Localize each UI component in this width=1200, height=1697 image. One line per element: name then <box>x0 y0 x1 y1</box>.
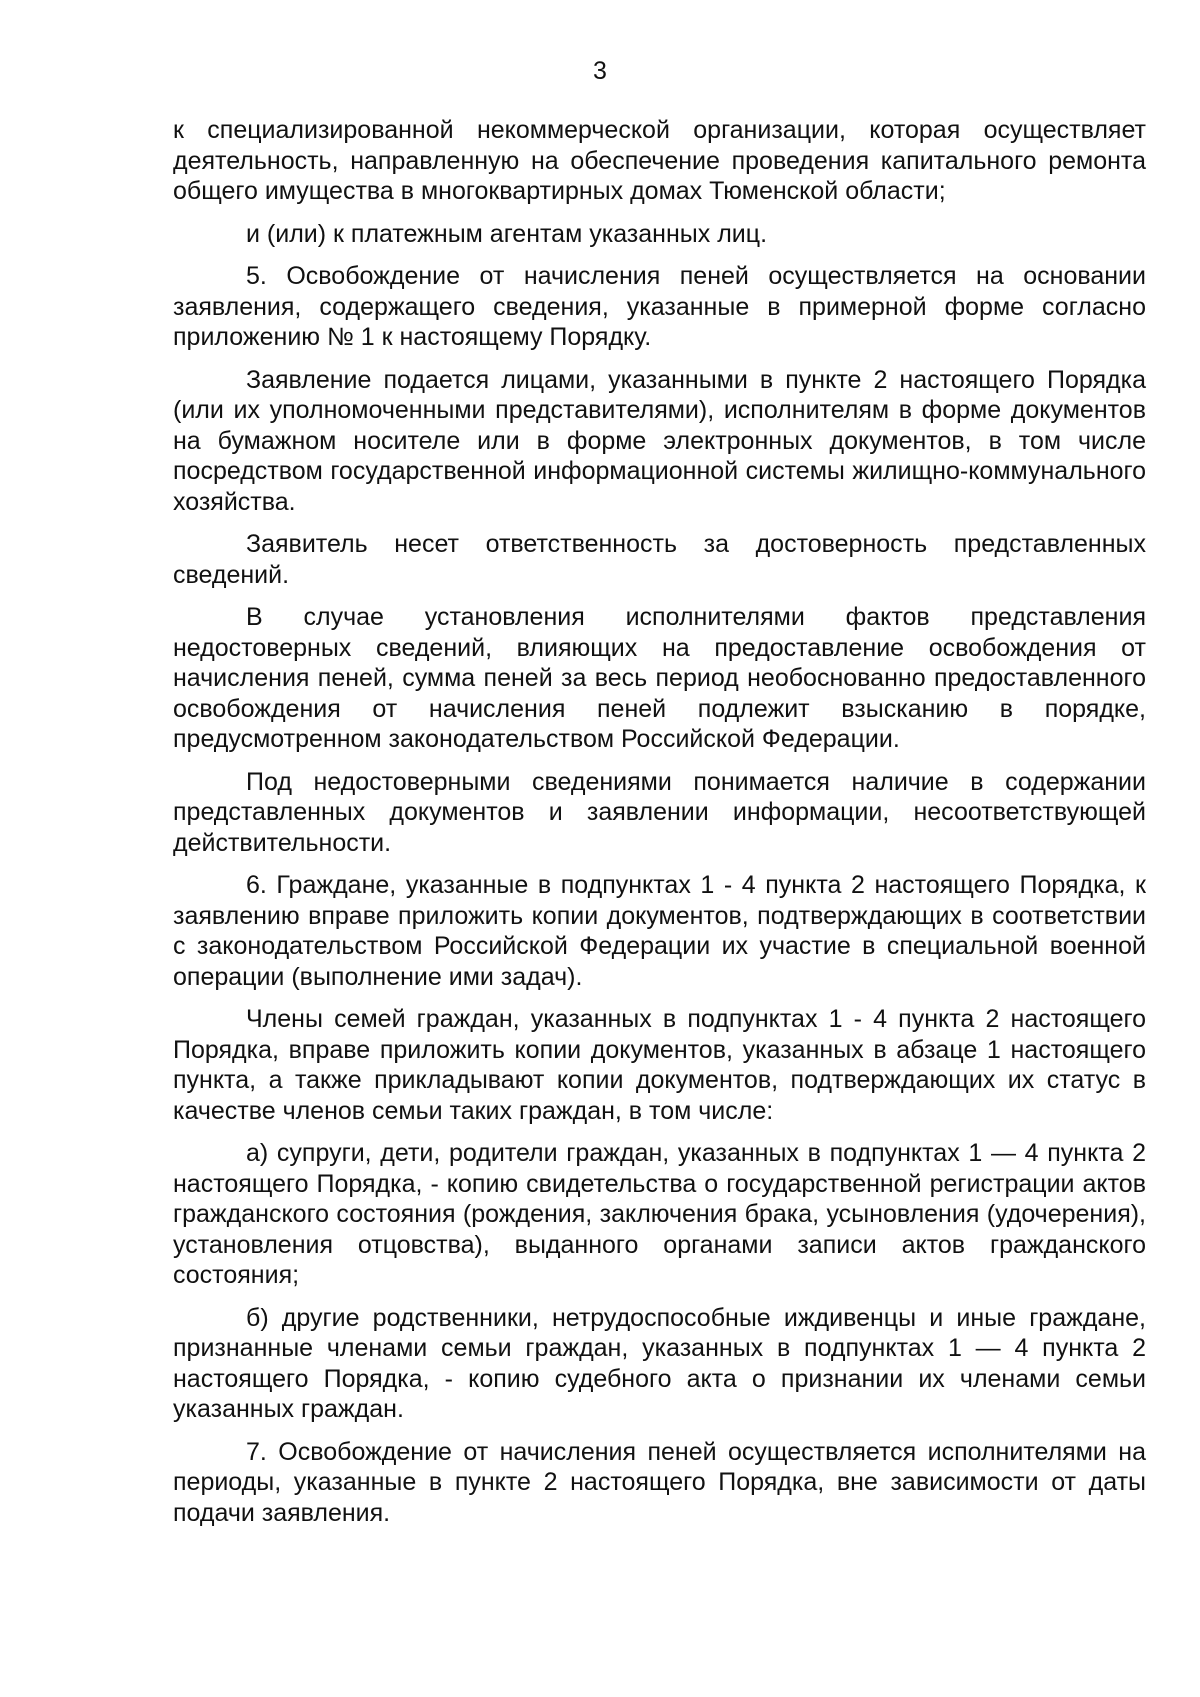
paragraph-clause-5: 5. Освобождение от начисления пеней осуществляется на основании заявления, содержащего сведения, указанные в примерной форме согласно приложению № 1 к настоящему Порядку. <box>173 262 1146 351</box>
paragraph: и (или) к платежным агентам указанных лиц. <box>246 219 768 248</box>
paragraph-clause-6: 6. Граждане, указанные в подпунктах 1 - 4 пункта 2 настоящего Порядка, к заявлению вправе приложить копии документов, подтверждающих в соответствии с законодательством Российской Федерации их участие в специальной военной операции (выполнение ими задач). <box>173 871 1146 991</box>
paragraph-subitem-b: б) другие родственники, нетрудоспособные иждивенцы и иные граждане, признанные членами семьи граждан, указанных в подпунктах 1 — 4 пункта 2 настоящего Порядка, - копию судебного акта о признании их членами семьи указанных граждан. <box>173 1303 1146 1423</box>
document-body <box>173 115 1146 1540</box>
page-number: 3 <box>593 57 607 85</box>
paragraph: В случае установления исполнителями фактов представления недостоверных сведений, влияющих на предоставление освобождения от начисления пеней, сумма пеней за весь период необоснованно предоставленного освобождения от начисления пеней подлежит взысканию в порядке, предусмотренном законодательством Российской Федерации. <box>173 603 1146 753</box>
paragraph-continuation: к специализированной некоммерческой организации, которая осуществляет деятельность, направленную на обеспечение проведения капитального ремонта общего имущества в многоквартирных домах Тюменской области; <box>173 116 1146 205</box>
paragraph: Под недостоверными сведениями понимается наличие в содержании представленных документов и заявлении информации, несоответствующей действительности. <box>173 767 1146 857</box>
paragraph-subitem-a: а) супруги, дети, родители граждан, указанных в подпунктах 1 — 4 пункта 2 настоящего Порядка, - копию свидетельства о государственной регистрации актов гражданского состояния (рождения, заключения брака, усыновления (удочерения), установления отцовства), выданного органами записи актов гражданского состояния; <box>173 1139 1146 1289</box>
paragraph: Заявление подается лицами, указанными в пункте 2 настоящего Порядка (или их уполномоченными представителями), исполнителям в форме документов на бумажном носителе или в форме электронных документов, в том числе посредством государственной информационной системы жилищно-коммунального хозяйства. <box>173 365 1146 516</box>
paragraph-clause-7: 7. Освобождение от начисления пеней осуществляется исполнителями на периоды, указанные в пункте 2 настоящего Порядка, вне зависимости от даты подачи заявления. <box>173 1437 1146 1527</box>
paragraph: Заявитель несет ответственность за достоверность представленных сведений. <box>173 530 1146 589</box>
paragraph: Члены семей граждан, указанных в подпунктах 1 - 4 пункта 2 настоящего Порядка, вправе приложить копии документов, указанных в абзаце 1 настоящего пункта, а также прикладывают копии документов, подтверждающих их статус в качестве членов семьи таких граждан, в том числе: <box>173 1005 1146 1125</box>
